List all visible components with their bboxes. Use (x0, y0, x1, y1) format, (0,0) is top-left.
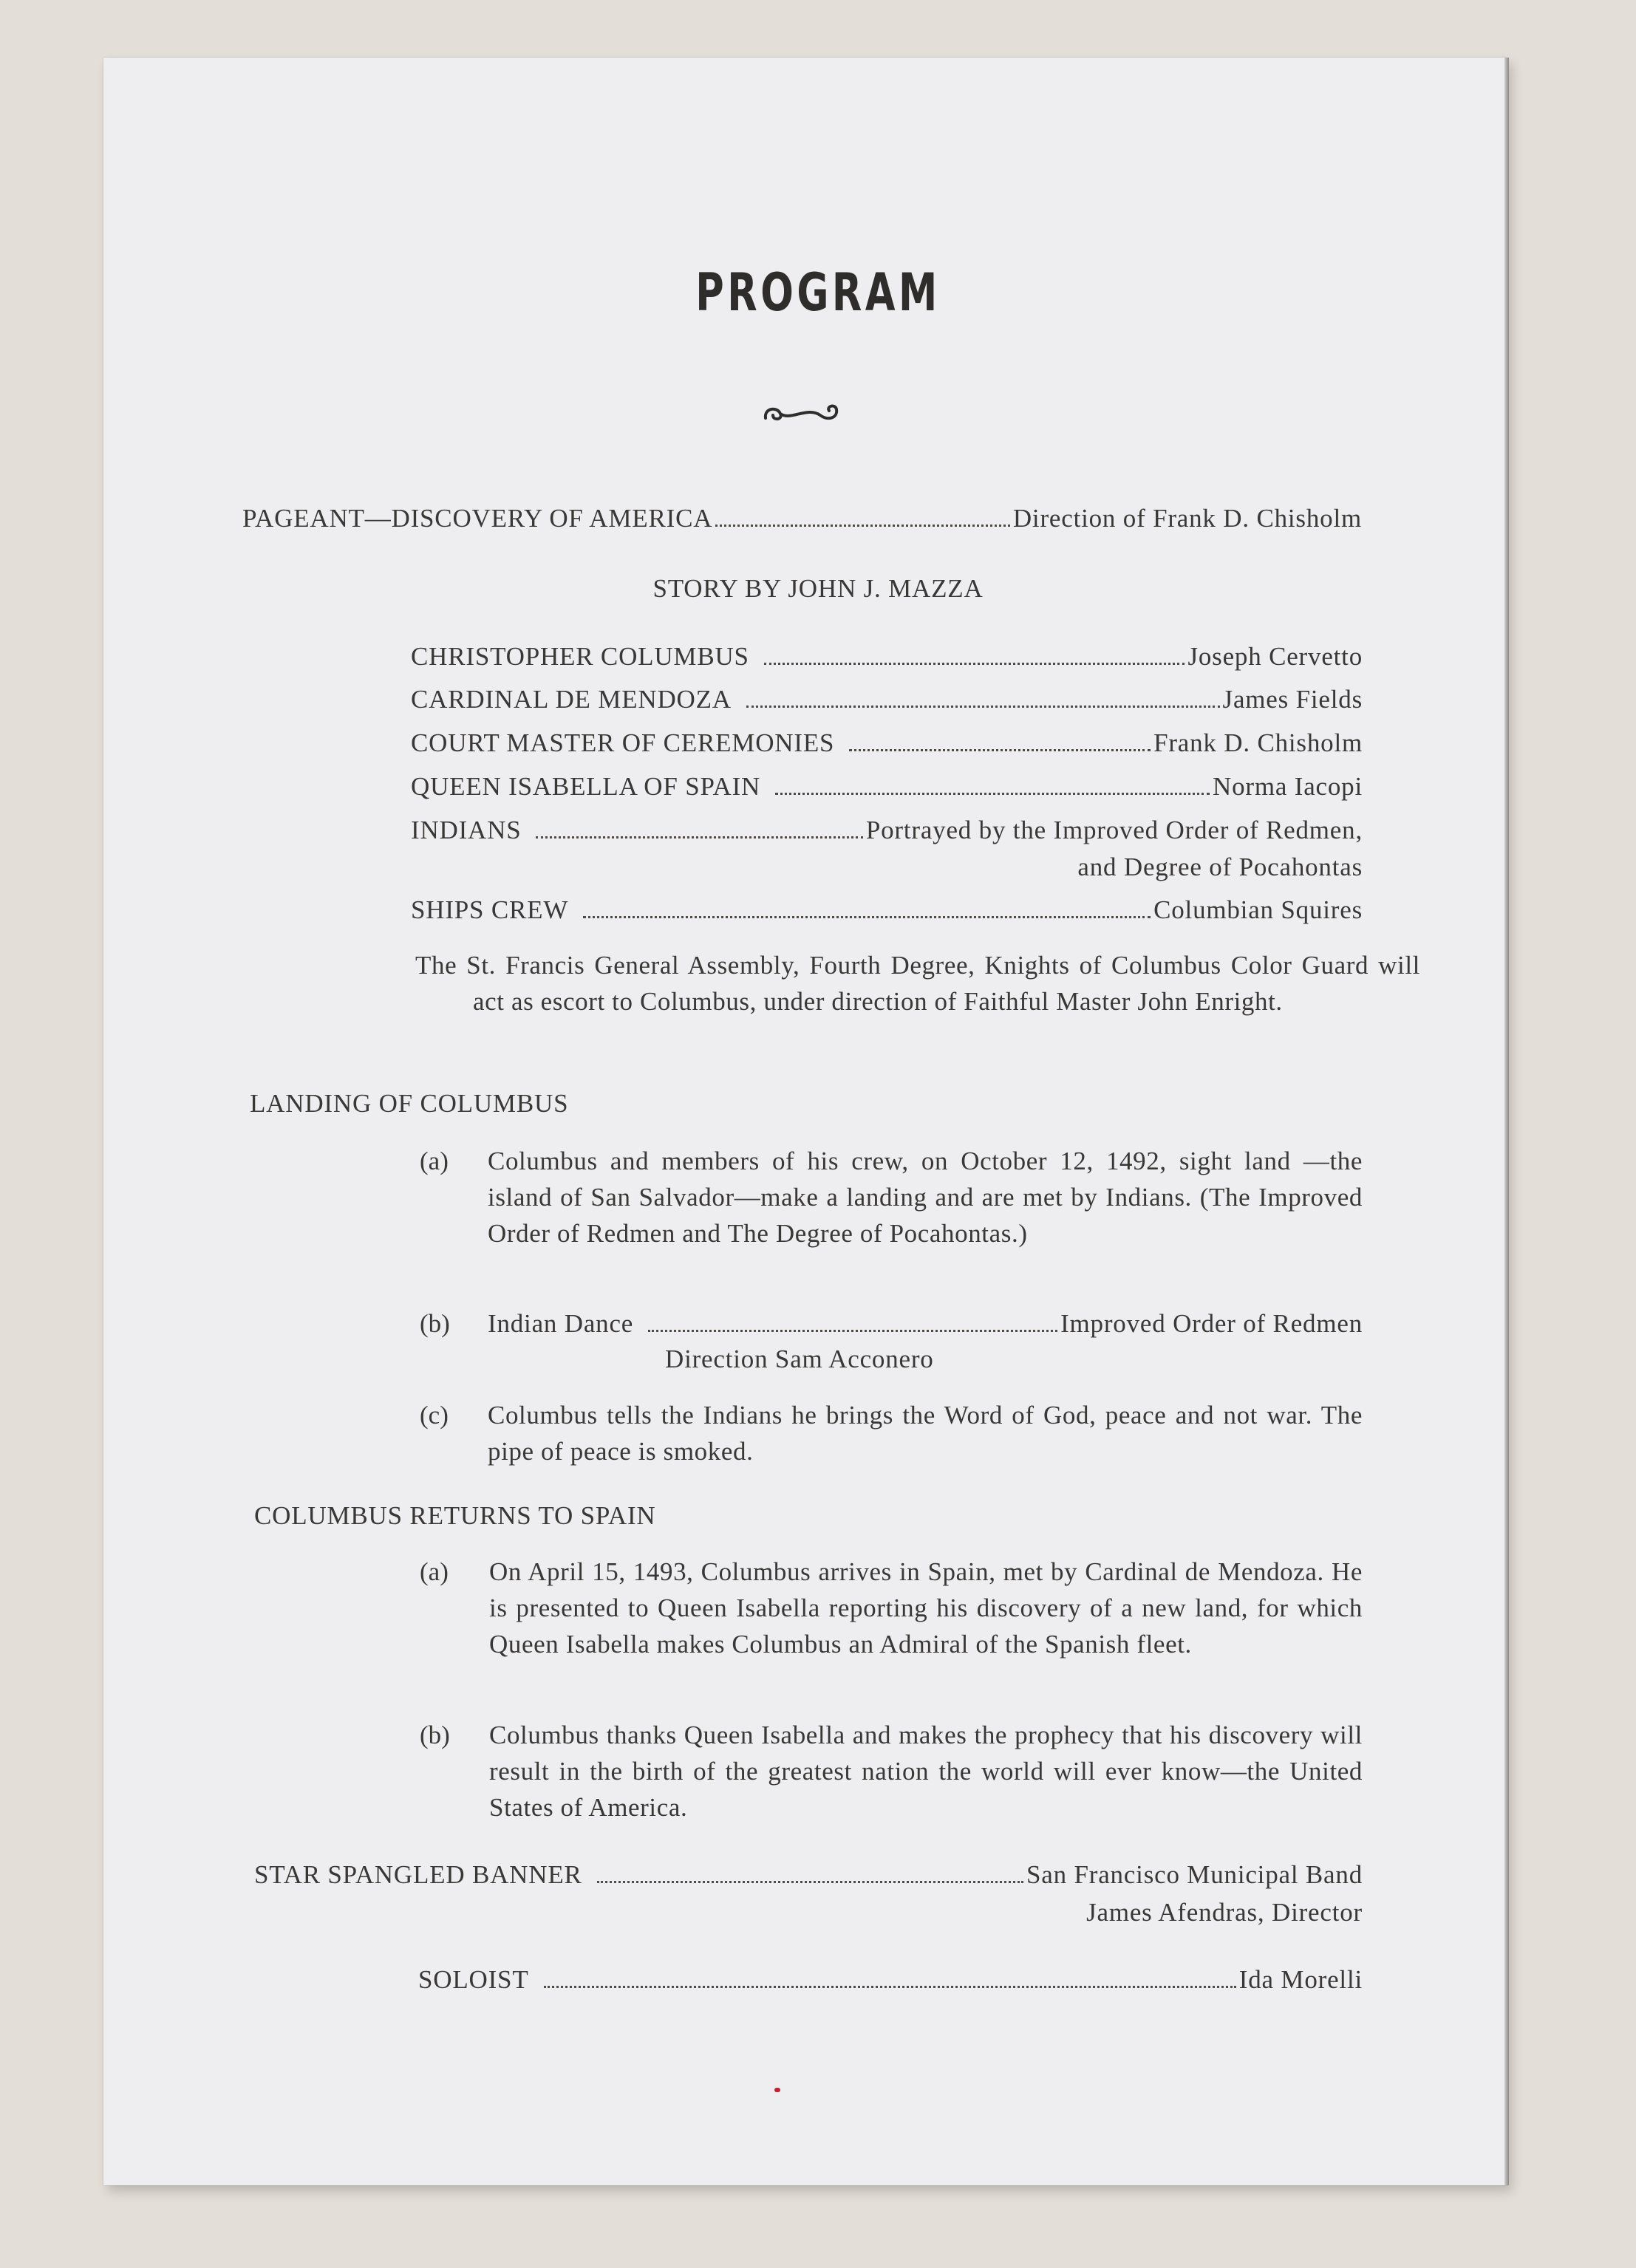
scroll-ornament-icon (761, 399, 842, 428)
leader-dots (746, 706, 1220, 708)
pageant-label: PAGEANT—DISCOVERY OF AMERICA (242, 504, 713, 533)
cast-role: CARDINAL DE MENDOZA (411, 685, 732, 714)
cast-row (411, 727, 1363, 759)
leader-dots (764, 663, 1185, 665)
cast-role: COURT MASTER OF CEREMONIES (411, 728, 835, 757)
cast-actor: Portrayed by the Improved Order of Redmen, (865, 816, 1363, 844)
anthem-director: James Afendras, Director (1086, 1898, 1363, 1927)
soloist-row (418, 1964, 1363, 1996)
ink-speck (774, 2088, 780, 2092)
cast-row (411, 894, 1363, 926)
item-label: (b) (420, 1309, 450, 1338)
returns-item-a: On April 15, 1493, Columbus arrives in Spain, met by Cardinal de Mendoza. He is presented to Queen Isabella reporting his discovery of a new land, for which Queen Isabella makes Columbus an Admiral of the Spanish fleet. (489, 1557, 1363, 1659)
item-label: (b) (420, 1721, 450, 1749)
anthem-row (254, 1859, 1363, 1891)
indian-dance-director: Direction Sam Acconero (665, 1345, 934, 1373)
cast-row (411, 814, 1363, 847)
cast-actor: James Fields (1222, 685, 1363, 714)
item-label: (c) (420, 1401, 449, 1430)
leader-dots (775, 793, 1210, 795)
paper-edge (1504, 58, 1509, 2185)
cast-row (411, 771, 1363, 803)
section-heading-landing: LANDING OF COLUMBUS (250, 1089, 569, 1118)
leader-dots (648, 1330, 1057, 1332)
cast-actor: Norma Iacopi (1213, 772, 1363, 801)
leader-dots (849, 749, 1151, 751)
cast-role: QUEEN ISABELLA OF SPAIN (411, 772, 761, 801)
cast-role: INDIANS (411, 816, 522, 844)
cast-role: SHIPS CREW (411, 895, 569, 924)
leader-dots (597, 1881, 1023, 1883)
cast-actor: Frank D. Chisholm (1153, 728, 1363, 757)
anthem-label: STAR SPANGLED BANNER (254, 1860, 582, 1889)
item-label: (a) (420, 1557, 449, 1586)
cast-actor: Columbian Squires (1153, 895, 1363, 924)
indian-dance-label: Indian Dance (488, 1309, 634, 1338)
cast-row (411, 641, 1363, 673)
leader-dots (544, 1986, 1236, 1988)
leader-dots (583, 916, 1151, 918)
indian-dance-performer: Improved Order of Redmen (1060, 1309, 1363, 1338)
pageant-director: Direction of Frank D. Chisholm (1012, 504, 1362, 533)
landing-item-b (488, 1308, 1363, 1340)
soloist-name: Ida Morelli (1238, 1965, 1363, 1994)
returns-item-b: Columbus thanks Queen Isabella and makes the prophecy that his discovery will result in the birth of the greatest nation the world will ever know—the United States of America. (489, 1721, 1363, 1822)
escort-note: The St. Francis General Assembly, Fourth Degree, Knights of Columbus Color Guard will act as escort to Columbus, under direction of Faithful Master John Enright. (415, 951, 1420, 1016)
item-label: (a) (420, 1147, 449, 1175)
section-heading-returns: COLUMBUS RETURNS TO SPAIN (254, 1501, 656, 1530)
cast-role: CHRISTOPHER COLUMBUS (411, 642, 749, 671)
page-title: PROGRAM (695, 262, 941, 323)
landing-item-a: Columbus and members of his crew, on October 12, 1492, sight land —the island of San Salvador—make a landing and are met by Indians. (The Improved Order of Redmen and The Degree of Pocahontas.) (488, 1147, 1363, 1248)
pageant-row (242, 502, 1362, 535)
leader-dots (715, 525, 1010, 527)
cast-actor: Joseph Cervetto (1187, 642, 1363, 671)
cast-actor-continued: and Degree of Pocahontas (1077, 853, 1363, 881)
story-credit: STORY BY JOHN J. MAZZA (652, 574, 984, 603)
cast-row (411, 683, 1363, 716)
soloist-label: SOLOIST (418, 1965, 529, 1994)
anthem-performer: San Francisco Municipal Band (1026, 1860, 1363, 1889)
landing-item-c: Columbus tells the Indians he brings the Word of God, peace and not war. The pipe of peace is smoked. (488, 1401, 1363, 1466)
leader-dots (536, 836, 862, 838)
